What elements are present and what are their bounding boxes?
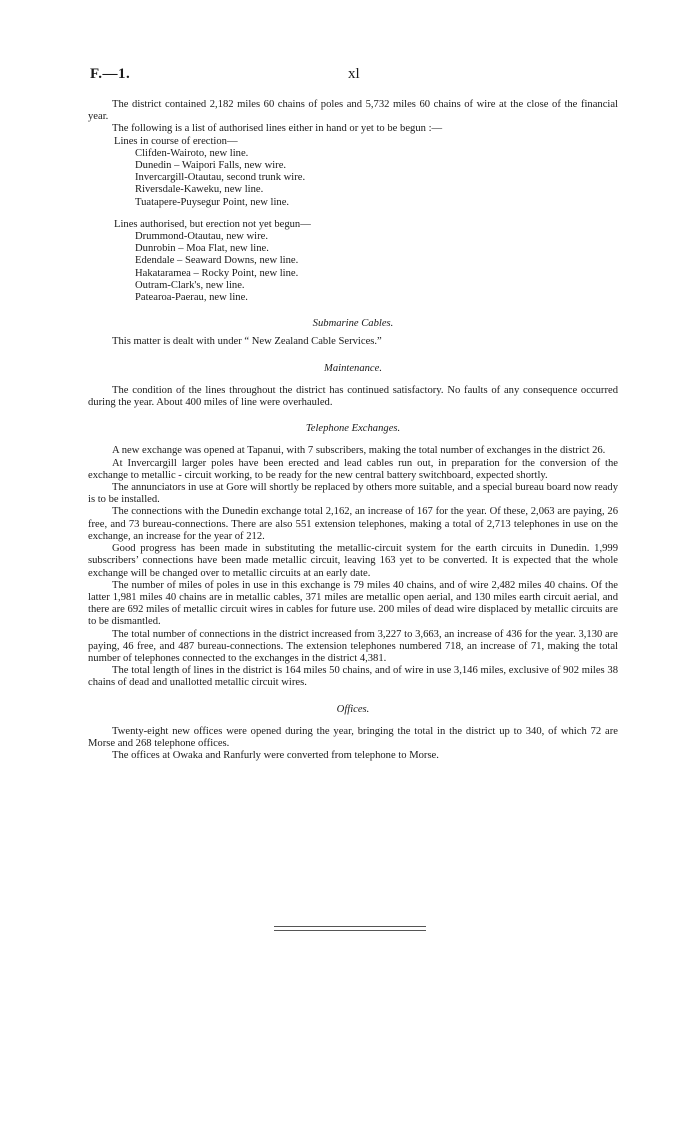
list-item: Edendale – Seaward Downs, new line. [135,255,299,267]
page-number: xl [348,66,360,82]
page-header [90,66,610,86]
exchanges-paragraph: The number of miles of poles in use in this exchange is 79 miles 40 chains, and of wire 2,482 miles 40 chains. Of the latter 1,981 miles 40 chains are in metallic cables, 371 miles are metallic open aerial, and 130 miles earth circuit aerial, and there are 692 miles of metallic circuit wires in cables for future use. 200 miles of dead wire displaced by metallic circuits are to be dismantled. [88,579,618,628]
list-intro: The following is a list of authorised lines either in hand or yet to be begun :— [112,123,443,135]
list-item: Invercargill-Otautau, second trunk wire. [135,172,306,184]
exchanges-paragraph: The annunciators in use at Gore will shortly be replaced by others more suitable, and a special bureau board now ready is to be installed. [88,482,618,506]
list-item: Outram-Clark's, new line. [135,279,245,291]
offices-paragraph: The offices at Owaka and Ranfurly were converted from telephone to Morse. [112,750,439,762]
maintenance-heading: Maintenance. [324,362,382,374]
list-item: Patearoa-Paerau, new line. [135,292,248,304]
exchanges-paragraph: The total number of connections in the district increased from 3,227 to 3,663, an increase of 436 for the year. 3,130 are paying, 46 free, and 487 bureau-connections. The extension telephones numbered 718, an increase of 71, making the total number of telephones connected to the exchanges in the district 4,381. [88,628,618,664]
authorised-label: Lines authorised, but erection not yet begun— [114,218,311,230]
submarine-heading: Submarine Cables. [312,318,394,330]
district-summary: The district contained 2,182 miles 60 chains of poles and 5,732 miles 60 chains of wire at the close of the financial year. [88,99,618,123]
list-item: Tuatapere-Puysegur Point, new line. [135,196,290,208]
document-reference: F.—1. [90,66,131,82]
list-item: Drummond-Otautau, new wire. [135,231,268,243]
exchanges-paragraph: The total length of lines in the district is 164 miles 50 chains, and of wire in use 3,146 miles, exclusive of 902 miles 38 chains of dead and unallotted metallic circuit wires. [88,665,618,689]
authorised-list [88,231,618,304]
exchanges-paragraph: A new exchange was opened at Tapanui, with 7 subscribers, making the total number of exchanges in the district 26. [112,445,606,457]
erection-list [88,148,618,209]
list-item: Clifden-Wairoto, new line. [135,147,249,159]
offices-heading: Offices. [336,703,370,715]
exchanges-paragraph: Good progress has been made in substituting the metallic-circuit system for the earth circuits in Dunedin. 1,999 subscribers’ connections have been made metallic circuit, leaving 163 yet to be converted. It is expected that the whole exchange will be changed over to metallic circuits at an early date. [88,543,618,579]
exchanges-paragraph: At Invercargill larger poles have been erected and lead cables run out, in preparation for the conversion of the exchange to metallic - circuit working, to be ready for the new central battery switchboard, expected shortly. [88,457,618,481]
end-rule [274,930,426,931]
exchanges-heading: Telephone Exchanges. [305,423,401,435]
list-item: Dunedin – Waipori Falls, new wire. [135,160,287,172]
end-rule [274,926,426,927]
list-item: Riversdale-Kaweku, new line. [135,184,264,196]
list-item: Hakataramea – Rocky Point, new line. [135,267,299,279]
report-body [88,99,618,762]
list-item: Dunrobin – Moa Flat, new line. [135,243,269,255]
erection-label: Lines in course of erection— [114,135,238,147]
exchanges-paragraph: The connections with the Dunedin exchange total 2,162, an increase of 167 for the year. Of these, 2,063 are paying, 26 free, and 73 bureau-connections. There are also 551 extension telephones, making a total of 2,713 telephones in use on the exchange, an increase for the year of 212. [88,506,618,542]
submarine-text: This matter is dealt with under “ New Zealand Cable Services.” [112,336,382,348]
maintenance-text: The condition of the lines throughout the district has continued satisfactory. No faults of any consequence occurred during the year. About 400 miles of line were overhauled. [88,384,618,409]
offices-paragraph: Twenty-eight new offices were opened during the year, bringing the total in the district up to 340, of which 72 are Morse and 268 telephone offices. [88,725,618,749]
